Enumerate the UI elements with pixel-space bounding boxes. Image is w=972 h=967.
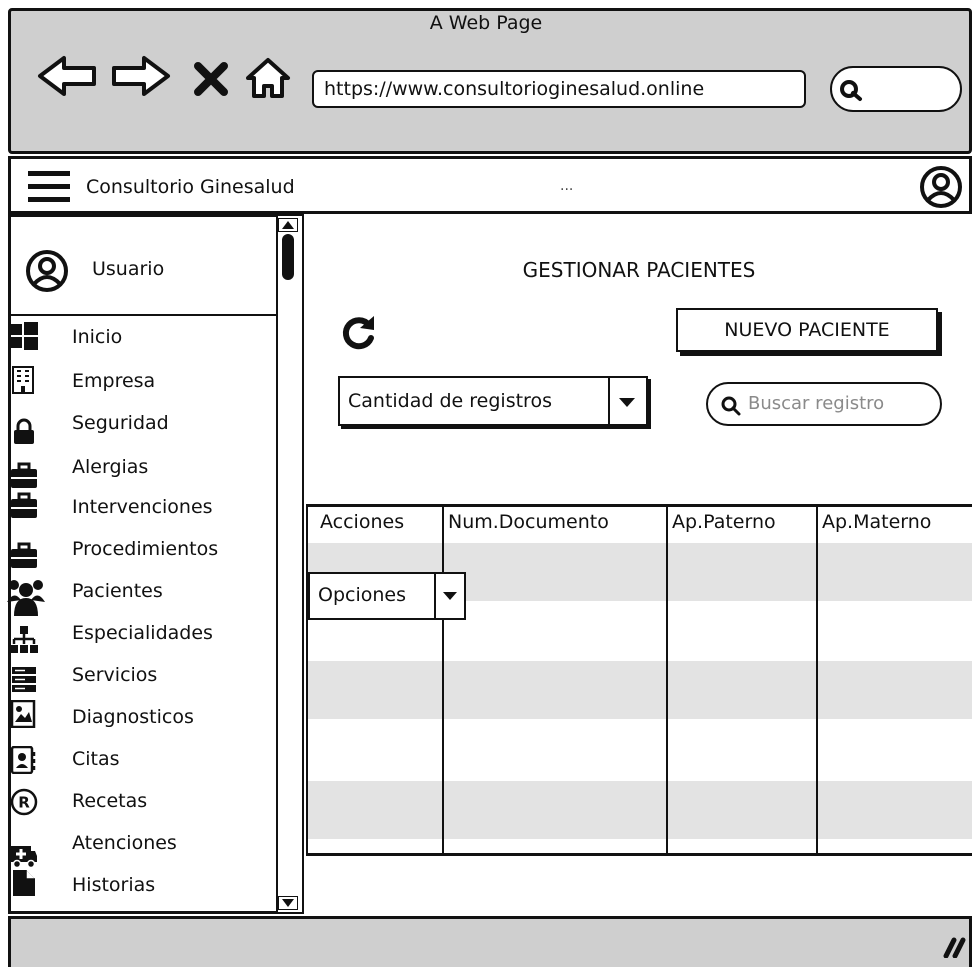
sidebar-item-label: Historias	[72, 874, 156, 896]
window-title: A Web Page	[429, 12, 543, 34]
row-options-label: Opciones	[318, 584, 406, 606]
sidebar-item-intervenciones[interactable]	[10, 492, 274, 532]
column-divider	[816, 507, 818, 853]
column-divider	[442, 507, 444, 853]
back-arrow-icon[interactable]	[36, 54, 98, 98]
column-header-num-documento[interactable]: Num.Documento	[448, 511, 609, 533]
user-icon	[24, 248, 70, 294]
close-icon[interactable]	[194, 62, 228, 96]
hamburger-menu-icon[interactable]	[26, 168, 72, 206]
chevron-down-icon	[442, 591, 458, 601]
sidebar-item-citas[interactable]	[10, 744, 274, 784]
sitemap-icon	[10, 626, 38, 654]
row-options-toggle[interactable]	[434, 574, 466, 618]
refresh-icon[interactable]	[338, 312, 378, 354]
sidebar-item-empresa[interactable]	[10, 366, 274, 406]
sidebar-item-label: Empresa	[72, 370, 156, 392]
column-header-ap-materno[interactable]: Ap.Materno	[822, 511, 932, 533]
sidebar-item-alergias[interactable]	[10, 452, 274, 492]
sidebar-item-recetas[interactable]	[10, 786, 274, 826]
records-count-label: Cantidad de registros	[348, 390, 552, 412]
chevron-down-icon	[618, 396, 636, 408]
new-patient-button[interactable]: NUEVO PACIENTE	[676, 308, 938, 352]
sidebar-item-atenciones[interactable]	[10, 828, 274, 868]
sidebar-item-servicios[interactable]	[10, 660, 274, 700]
sidebar-item-label: Seguridad	[72, 412, 169, 434]
table-row	[308, 661, 972, 719]
briefcase-icon	[10, 492, 38, 520]
search-placeholder: Buscar registro	[748, 393, 885, 414]
header-center-text: ...	[560, 178, 574, 194]
sidebar-item-label: Intervenciones	[72, 496, 213, 518]
search-icon	[720, 395, 742, 417]
status-bar	[8, 916, 972, 967]
sidebar-item-label: Procedimientos	[72, 538, 219, 560]
sidebar-user-label: Usuario	[92, 258, 165, 280]
scroll-thumb[interactable]	[282, 234, 294, 280]
column-header-ap-paterno[interactable]: Ap.Paterno	[672, 511, 776, 533]
building-icon	[10, 366, 38, 394]
sidebar-scrollbar[interactable]	[276, 216, 302, 912]
search-icon	[838, 78, 864, 102]
sidebar-item-label: Pacientes	[72, 580, 163, 602]
scroll-down-arrow-icon[interactable]	[278, 896, 298, 910]
briefcase-icon	[10, 542, 38, 570]
sidebar-item-especialidades[interactable]	[10, 618, 274, 658]
sidebar-item-label: Alergias	[72, 456, 149, 478]
sidebar-item-label: Recetas	[72, 790, 148, 812]
sidebar-item-diagnosticos[interactable]	[10, 702, 274, 742]
sidebar-item-label: Servicios	[72, 664, 158, 686]
home-icon[interactable]	[244, 56, 292, 100]
resize-handle-icon[interactable]	[936, 934, 966, 958]
windows-icon	[10, 322, 38, 350]
page-title: GESTIONAR PACIENTES	[522, 258, 756, 282]
group-icon	[6, 576, 46, 616]
select-toggle[interactable]	[608, 378, 646, 424]
sidebar-item-historias[interactable]	[10, 870, 274, 910]
url-bar[interactable]: https://www.consultorioginesalud.online	[312, 70, 806, 108]
sidebar-item-seguridad[interactable]	[10, 408, 274, 448]
app-title: Consultorio Ginesalud	[86, 176, 295, 198]
column-header-acciones[interactable]: Acciones	[320, 511, 405, 533]
image-icon	[10, 700, 38, 728]
column-divider	[666, 507, 668, 853]
sidebar-item-label: Citas	[72, 748, 120, 770]
records-count-select[interactable]	[338, 376, 648, 426]
table-row	[308, 781, 972, 839]
server-icon	[10, 666, 38, 694]
contact-card-icon	[10, 746, 38, 774]
briefcase-icon	[10, 462, 38, 490]
search-input[interactable]	[706, 382, 942, 426]
scroll-up-arrow-icon[interactable]	[278, 218, 298, 232]
sidebar-item-label: Inicio	[72, 326, 123, 348]
sidebar-item-label: Atenciones	[72, 832, 177, 854]
registered-icon	[10, 788, 38, 816]
patients-table	[306, 504, 972, 856]
sidebar-item-label: Diagnosticos	[72, 706, 194, 728]
forward-arrow-icon[interactable]	[110, 54, 172, 98]
sidebar-item-label: Especialidades	[72, 622, 213, 644]
sidebar-item-procedimientos[interactable]	[10, 534, 274, 574]
sidebar-item-pacientes[interactable]	[10, 576, 274, 616]
sidebar-item-inicio[interactable]	[10, 322, 274, 362]
lock-icon	[10, 418, 38, 446]
file-icon	[10, 866, 38, 900]
row-options-dropdown[interactable]	[308, 572, 466, 620]
user-avatar-icon[interactable]	[918, 164, 964, 210]
svg-text:R: R	[18, 793, 30, 812]
